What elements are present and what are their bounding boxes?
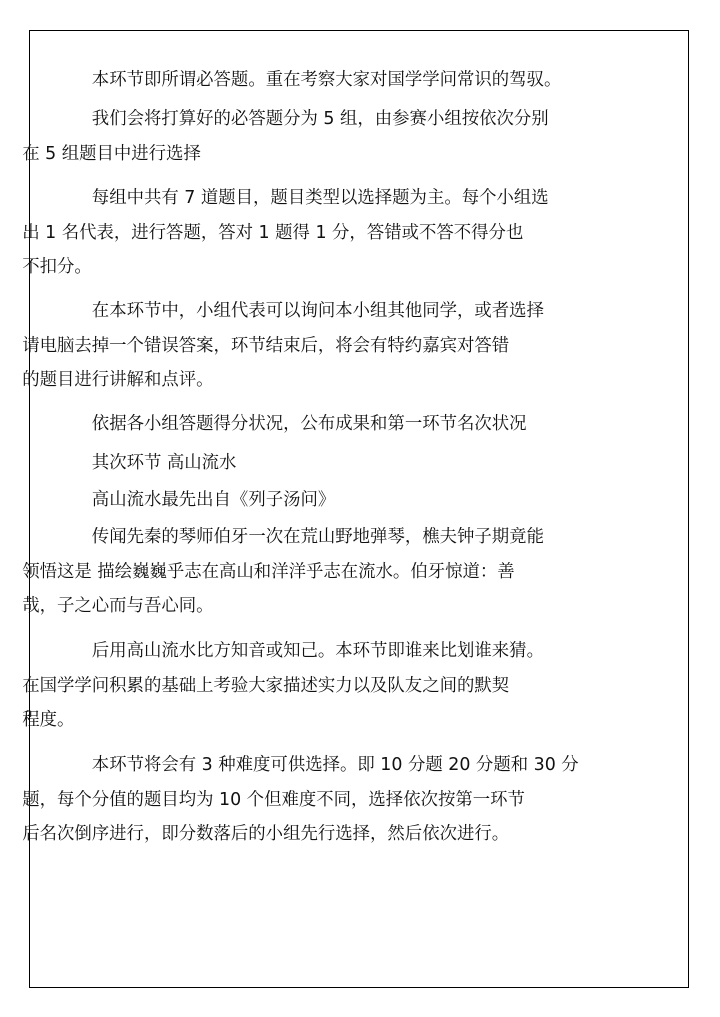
text-line: 我们会将打算好的必答题分为 5 组，由参赛小组按依次分别	[91, 109, 549, 129]
text-line: 高山流水最先出自《列子汤问》	[91, 490, 336, 510]
paragraph-1	[57, 63, 561, 98]
paragraph-9	[22, 634, 544, 738]
text-line: 题，每个分值的题目均为 10 个但难度不同，选择依次按第一环节	[22, 789, 525, 810]
text-line: 每组中共有 7 道题目，题目类型以选择题为主。每个小组选	[91, 188, 549, 208]
text-line: 在本环节中，小组代表可以询问本小组其他同学，或者选择	[91, 301, 544, 321]
text-line: 的题目进行讲解和点评。	[22, 370, 214, 391]
paragraph-10	[22, 748, 579, 852]
text-line: 在 5 组题目中进行选择	[22, 143, 201, 164]
text-line: 其次环节 高山流水	[91, 453, 237, 473]
text-line: 本环节将会有 3 种难度可供选择。即 10 分题 20 分题和 30 分	[91, 755, 579, 775]
text-line: 出 1 名代表，进行答题，答对 1 题得 1 分，答错或不答不得分也	[22, 222, 524, 243]
text-line: 传闻先秦的琴师伯牙一次在荒山野地弹琴，樵夫钟子期竟能	[91, 527, 544, 547]
paragraph-3	[22, 181, 549, 285]
text-line: 后用高山流水比方知音或知己。本环节即谁来比划谁来猜。	[91, 641, 544, 661]
paragraph-5	[57, 407, 527, 442]
paragraph-8	[22, 520, 544, 624]
text-line: 本环节即所谓必答题。重在考察大家对国学学问常识的驾驭。	[91, 70, 562, 90]
text-line: 请电脑去掉一个错误答案，环节结束后，将会有特约嘉宾对答错	[22, 335, 510, 356]
paragraph-2	[22, 102, 549, 171]
text-line: 依据各小组答题得分状况，公布成果和第一环节名次状况	[91, 414, 527, 434]
text-line: 在国学学问积累的基础上考验大家描述实力以及队友之间的默契	[22, 675, 510, 696]
section-heading	[57, 446, 236, 481]
paragraph-7	[57, 483, 335, 518]
text-line: 哉，子之心而与吾心同。	[22, 596, 214, 617]
text-line: 不扣分。	[22, 257, 92, 278]
text-line: 程度。	[22, 710, 75, 731]
text-line: 领悟这是 描绘巍巍乎志在高山和洋洋乎志在流水。伯牙惊道：善	[22, 561, 515, 582]
text-line: 后名次倒序进行，即分数落后的小组先行选择，然后依次进行。	[22, 824, 510, 845]
paragraph-4	[22, 294, 544, 398]
